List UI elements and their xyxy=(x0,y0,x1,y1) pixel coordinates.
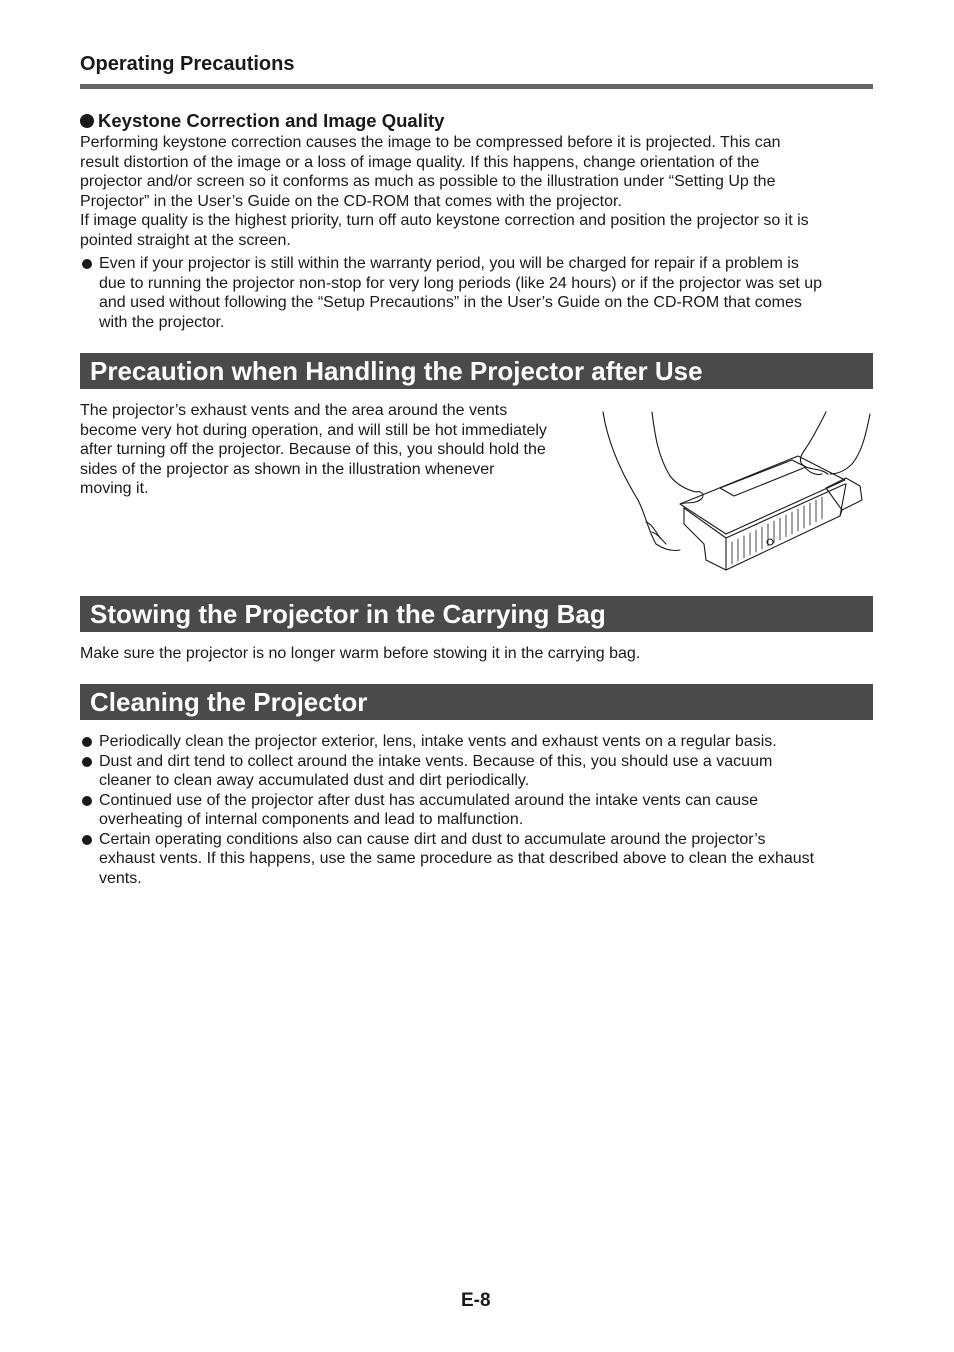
paragraph-line: result distortion of the image or a loss of image quality. If this happens, change orientation of the xyxy=(80,153,760,171)
list-item-line: Certain operating conditions also can cause dirt and dust to accumulate around the projector’s xyxy=(99,830,766,848)
running-header: Operating Precautions xyxy=(80,53,295,75)
list-item xyxy=(80,254,873,332)
list-item-line: with the projector. xyxy=(99,313,225,331)
paragraph-line: moving it. xyxy=(80,480,149,497)
paragraph-line: projector and/or screen so it conforms as much as possible to the illustration under “Setting Up the xyxy=(80,173,776,190)
bullet-icon xyxy=(82,259,92,269)
bullet-icon xyxy=(82,757,92,767)
keystone-subheading xyxy=(80,110,444,132)
stowing-paragraph xyxy=(80,644,640,664)
list-item xyxy=(80,752,873,791)
paragraph-line: become very hot during operation, and will still be hot immediately xyxy=(80,421,547,439)
list-item-line: Dust and dirt tend to collect around the intake vents. Because of this, you should use a vacuum xyxy=(99,752,773,770)
section-title-stowing: Stowing the Projector in the Carrying Bag xyxy=(80,596,873,632)
paragraph-line: pointed straight at the screen. xyxy=(80,231,291,249)
keystone-paragraph-2 xyxy=(80,211,809,250)
page-number: E-8 xyxy=(461,1290,491,1311)
keystone-subheading-text: Keystone Correction and Image Quality xyxy=(98,110,445,131)
header-rule xyxy=(80,84,873,89)
list-item-line: Periodically clean the projector exterior, lens, intake vents and exhaust vents on a regular basis. xyxy=(99,733,777,750)
after-use-paragraph xyxy=(80,401,547,499)
list-item-line: due to running the projector non-stop for very long periods (like 24 hours) or if the projector was set up xyxy=(99,274,823,292)
section-title-after-use: Precaution when Handling the Projector after Use xyxy=(80,353,873,389)
bullet-icon xyxy=(82,796,92,806)
paragraph-line: after turning off the projector. Because of this, you should hold the xyxy=(80,441,546,458)
bullet-icon xyxy=(82,835,92,845)
list-item-line: overheating of internal components and lead to malfunction. xyxy=(99,811,524,828)
bullet-icon xyxy=(82,737,92,747)
list-item xyxy=(80,791,873,830)
list-item-line: cleaner to clean away accumulated dust and dirt periodically. xyxy=(99,772,530,789)
large-bullet-icon xyxy=(80,114,94,128)
list-item-line: Continued use of the projector after dust has accumulated around the intake vents can cause xyxy=(99,791,759,809)
list-item-line: and used without following the “Setup Precautions” in the User’s Guide on the CD-ROM that comes xyxy=(99,294,802,311)
paragraph-line: If image quality is the highest priority, turn off auto keystone correction and position the projector so it is xyxy=(80,212,809,229)
list-item xyxy=(80,732,873,752)
list-item-line: vents. xyxy=(99,869,142,887)
list-item xyxy=(80,830,873,889)
cleaning-bullet-list xyxy=(80,732,873,888)
paragraph-line: Performing keystone correction causes the image to be compressed before it is projected. This can xyxy=(80,134,781,151)
paragraph-line: Make sure the projector is no longer warm before stowing it in the carrying bag. xyxy=(80,645,641,662)
keystone-bullet-list xyxy=(80,254,873,332)
paragraph-line: Projector” in the User’s Guide on the CD-ROM that comes with the projector. xyxy=(80,192,622,210)
list-item-line: exhaust vents. If this happens, use the same procedure as that described above to clean the exhaust xyxy=(99,850,815,867)
paragraph-line: sides of the projector as shown in the illustration whenever xyxy=(80,460,495,478)
list-item-line: Even if your projector is still within the warranty period, you will be charged for repair if a problem is xyxy=(99,255,799,272)
section-title-cleaning: Cleaning the Projector xyxy=(80,684,873,720)
hands-holding-projector-illustration xyxy=(600,404,872,572)
paragraph-line: The projector’s exhaust vents and the area around the vents xyxy=(80,402,508,419)
keystone-paragraph-1 xyxy=(80,133,781,211)
